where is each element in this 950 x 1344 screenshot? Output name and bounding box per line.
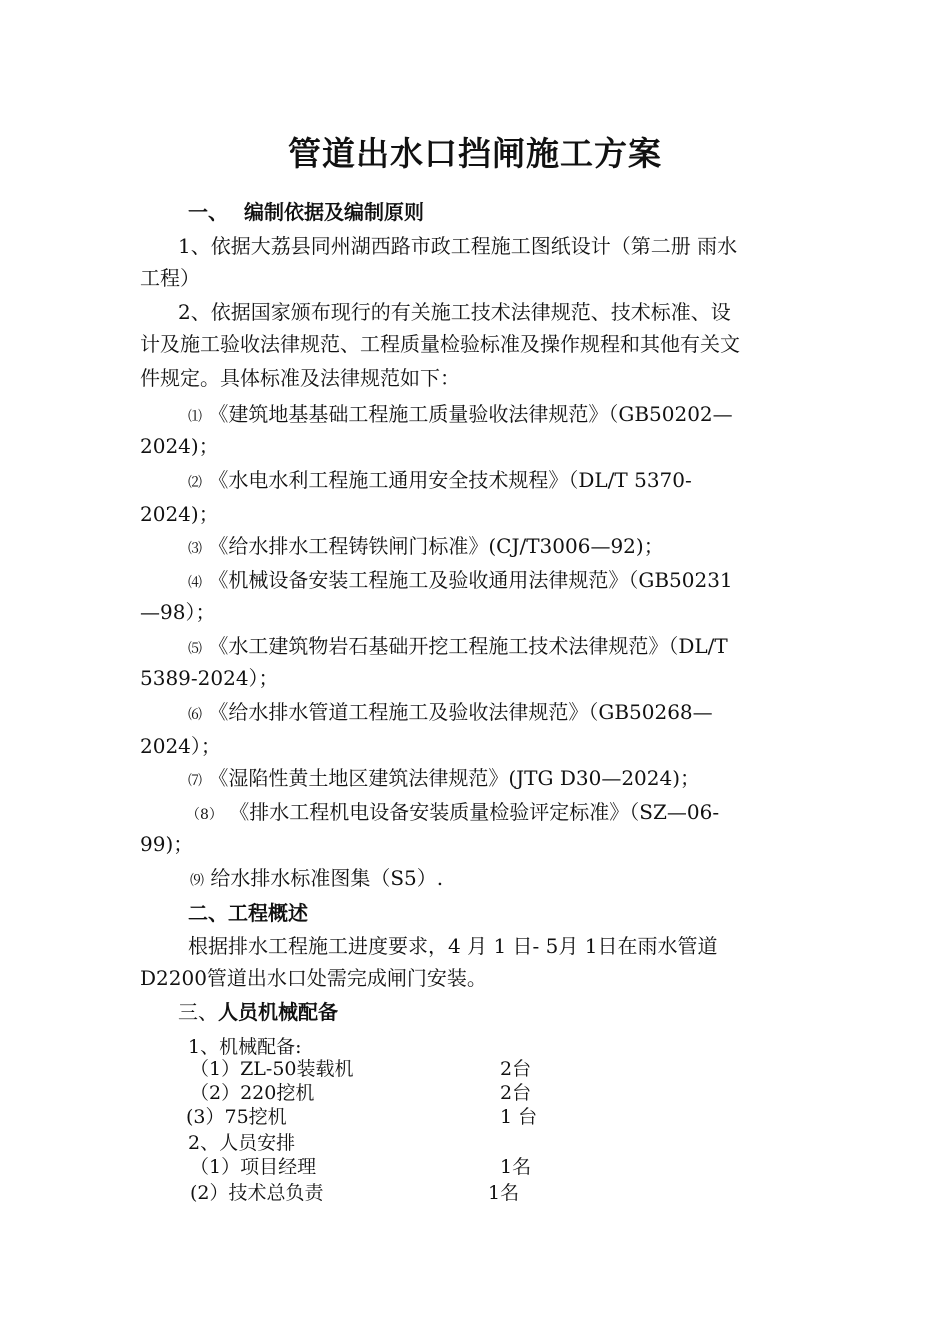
para-1-line-1: 1、依据大荔县同州湖西路市政工程施工图纸设计（第二册 雨水: [178, 234, 738, 258]
item-marker: ⑴: [188, 409, 202, 425]
machines-title: 1、机械配备:: [188, 1036, 302, 1058]
para-2-line-3: 件规定。具体标准及法律规范如下：: [140, 366, 460, 390]
page-title: 管道出水口挡闸施工方案: [288, 134, 662, 173]
item-marker: ⑸: [188, 641, 202, 657]
list-item: [188, 762, 700, 791]
item-text: 《机械设备安装工程施工及验收通用法律规范》（GB50231: [208, 568, 733, 592]
machine-qty: 2台: [500, 1058, 532, 1080]
item-text: 《给水排水管道工程施工及验收法律规范》（GB50268—: [208, 700, 713, 724]
item-marker: （8）: [186, 807, 223, 823]
item-text: 《建筑地基基础工程施工质量验收法律规范》（GB50202—: [208, 402, 733, 426]
list-item: [188, 564, 733, 593]
machine-qty: 1 台: [500, 1106, 538, 1128]
item-marker: ⑷: [188, 575, 202, 591]
list-item: [188, 398, 733, 427]
machine-name: （2）220挖机: [190, 1082, 315, 1104]
staff-qty: 1名: [488, 1182, 520, 1204]
item-text: 《排水工程机电设备安装质量检验评定标准》（SZ—06-: [229, 800, 720, 824]
section-3-prefix: 三、: [178, 1000, 218, 1024]
item-marker: ⑶: [188, 541, 202, 557]
list-item-cont: 2024)；: [140, 434, 219, 458]
item-text: 《水工建筑物岩石基础开挖工程施工技术法律规范》（DL/T: [208, 634, 728, 658]
machine-name: （1）ZL-50装载机: [190, 1058, 354, 1080]
item-marker: ⑼: [190, 873, 204, 889]
list-item-cont: 99)；: [140, 832, 194, 856]
section-1-heading: 编制依据及编制原则: [244, 200, 424, 224]
section-3-heading: [178, 996, 338, 1025]
item-text: 《给水排水工程铸铁闸门标准》(CJ/T3006—92)；: [208, 534, 664, 558]
list-item-cont: 5389-2024）；: [140, 666, 279, 690]
list-item-cont: —98）；: [140, 600, 216, 624]
item-text: 《水电水利工程施工通用安全技术规程》（DL/T 5370-: [208, 468, 692, 492]
para-2-line-2: 计及施工验收法律规范、工程质量检验标准及操作规程和其他有关文: [140, 332, 740, 356]
item-marker: ⑵: [188, 475, 202, 491]
para-1-line-2: 工程）: [140, 266, 200, 290]
list-item-cont: 2024)；: [140, 502, 219, 526]
item-text: 给水排水标准图集（S5）.: [210, 866, 444, 890]
item-marker: ⑺: [188, 773, 202, 789]
item-text: 《湿陷性黄土地区建筑法律规范》(JTG D30—2024)；: [208, 766, 701, 790]
list-item: [186, 796, 719, 825]
list-item: [188, 630, 728, 659]
machine-name: (3）75挖机: [186, 1106, 287, 1128]
staff-qty: 1名: [500, 1156, 532, 1178]
section-3-title: 人员机械配备: [218, 1000, 338, 1024]
overview-line-2: D2200管道出水口处需完成闸门安装。: [140, 966, 487, 990]
section-2-heading: 二、工程概述: [188, 901, 308, 925]
para-2-line-1: 2、依据国家颁布现行的有关施工技术法律规范、技术标准、设: [178, 300, 731, 324]
list-item: [188, 530, 664, 559]
staff-role: （1）项目经理: [190, 1156, 317, 1178]
list-item: [190, 862, 443, 891]
staff-title: 2、人员安排: [188, 1132, 296, 1154]
list-item-cont: 2024）；: [140, 734, 221, 758]
list-item: [188, 464, 692, 493]
machine-qty: 2台: [500, 1082, 532, 1104]
staff-role: (2）技术总负责: [190, 1182, 324, 1204]
list-item: [188, 696, 713, 725]
item-marker: ⑹: [188, 707, 202, 723]
overview-line-1: 根据排水工程施工进度要求，4 月 1 日- 5月 1日在雨水管道: [188, 934, 718, 958]
section-1-number: 一、: [188, 200, 228, 224]
